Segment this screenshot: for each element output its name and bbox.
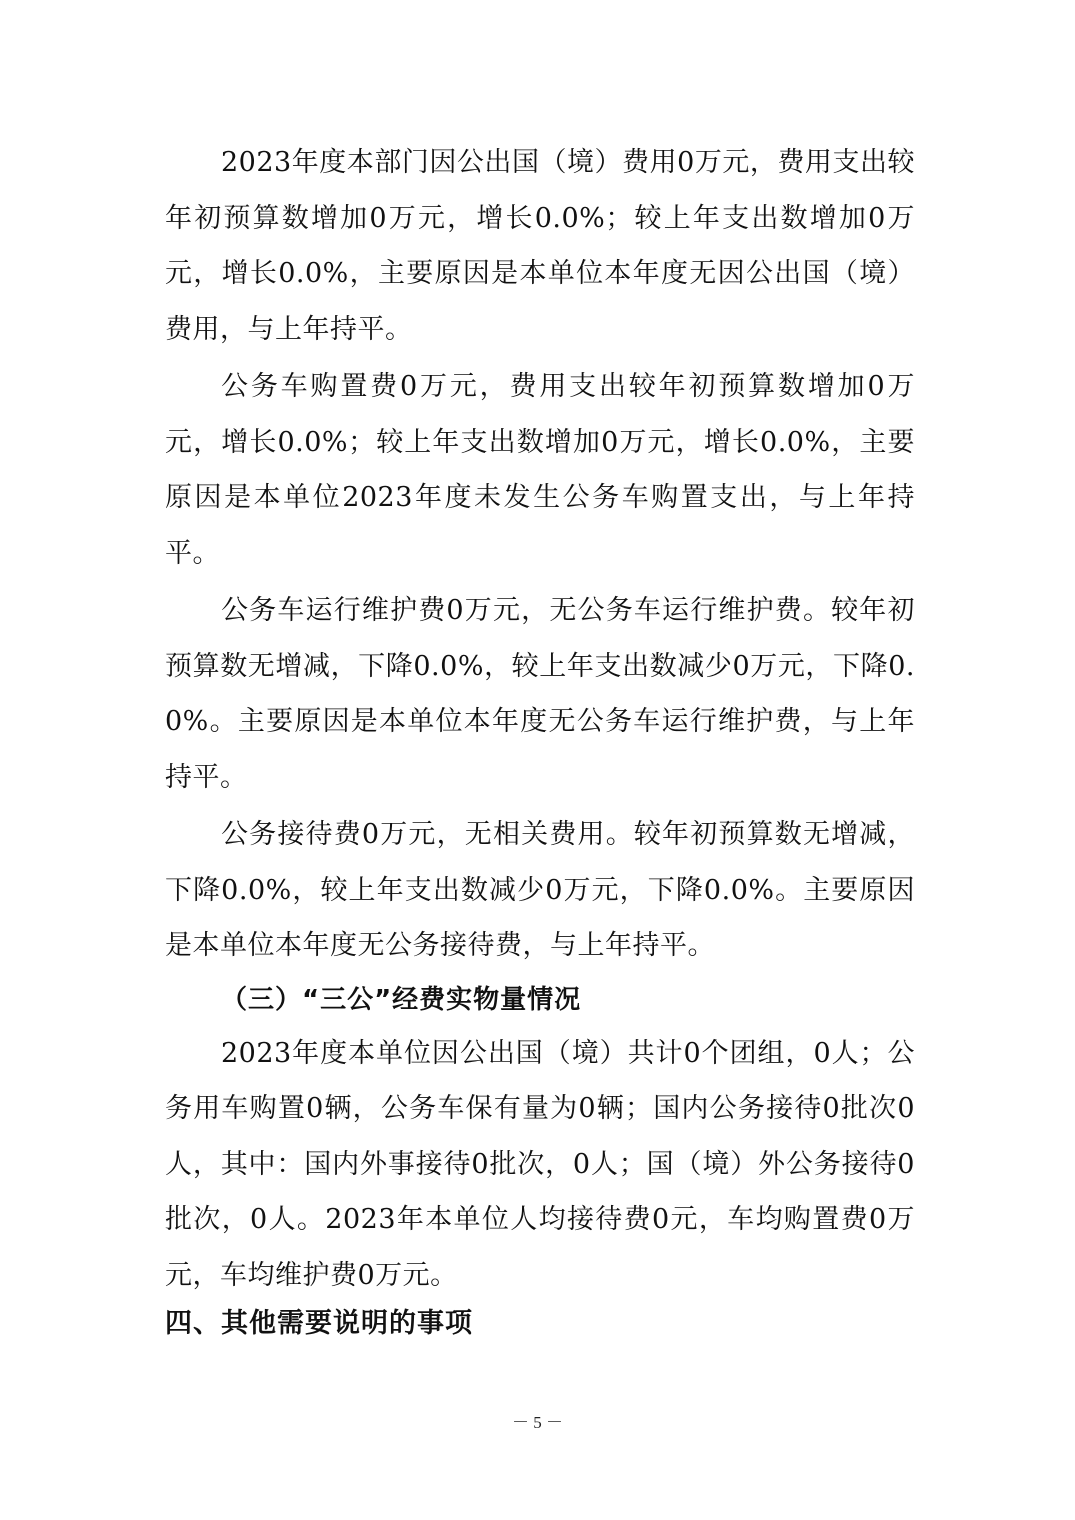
subheading-physical-quantity: （三）“三公”经费实物量情况 [221, 984, 582, 1015]
document-body [165, 135, 915, 1303]
paragraph-reception-expense: 公务接待费0万元，无相关费用。较年初预算数无增减，下降0.0%，较上年支出数减少0万元，下降0.0%。主要原因是本单位本年度无公务接待费，与上年持平。 [165, 819, 915, 961]
paragraph-physical-quantity: 2023年度本单位因公出国（境）共计0个团组，0人；公务用车购置0辆，公务车保有量为0辆；国内公务接待0批次0人，其中：国内外事接待0批次，0人；国（境）外公务接待0批次，0人。2023年本单位人均接待费0元，车均购置费0万元，车均维护费0万元。 [165, 1037, 915, 1291]
paragraph-overseas-travel-expense: 2023年度本部门因公出国（境）费用0万元，费用支出较年初预算数增加0万元，增长0.0%；较上年支出数增加0万元，增长0.0%，主要原因是本单位本年度无因公出国（境）费用，与上年持平。 [165, 147, 915, 345]
page-number: － 5 － [512, 1413, 563, 1432]
section-heading-other-matters: 四、其他需要说明的事项 [165, 1308, 473, 1339]
paragraph-vehicle-purchase-expense: 公务车购置费0万元，费用支出较年初预算数增加0万元，增长0.0%；较上年支出数增加0万元，增长0.0%，主要原因是本单位2023年度未发生公务车购置支出，与上年持平。 [165, 371, 915, 569]
paragraph-vehicle-maintenance-expense: 公务车运行维护费0万元，无公务车运行维护费。较年初预算数无增减，下降0.0%，较上年支出数减少0万元，下降0.0%。主要原因是本单位本年度无公务车运行维护费，与上年持平。 [165, 595, 915, 793]
